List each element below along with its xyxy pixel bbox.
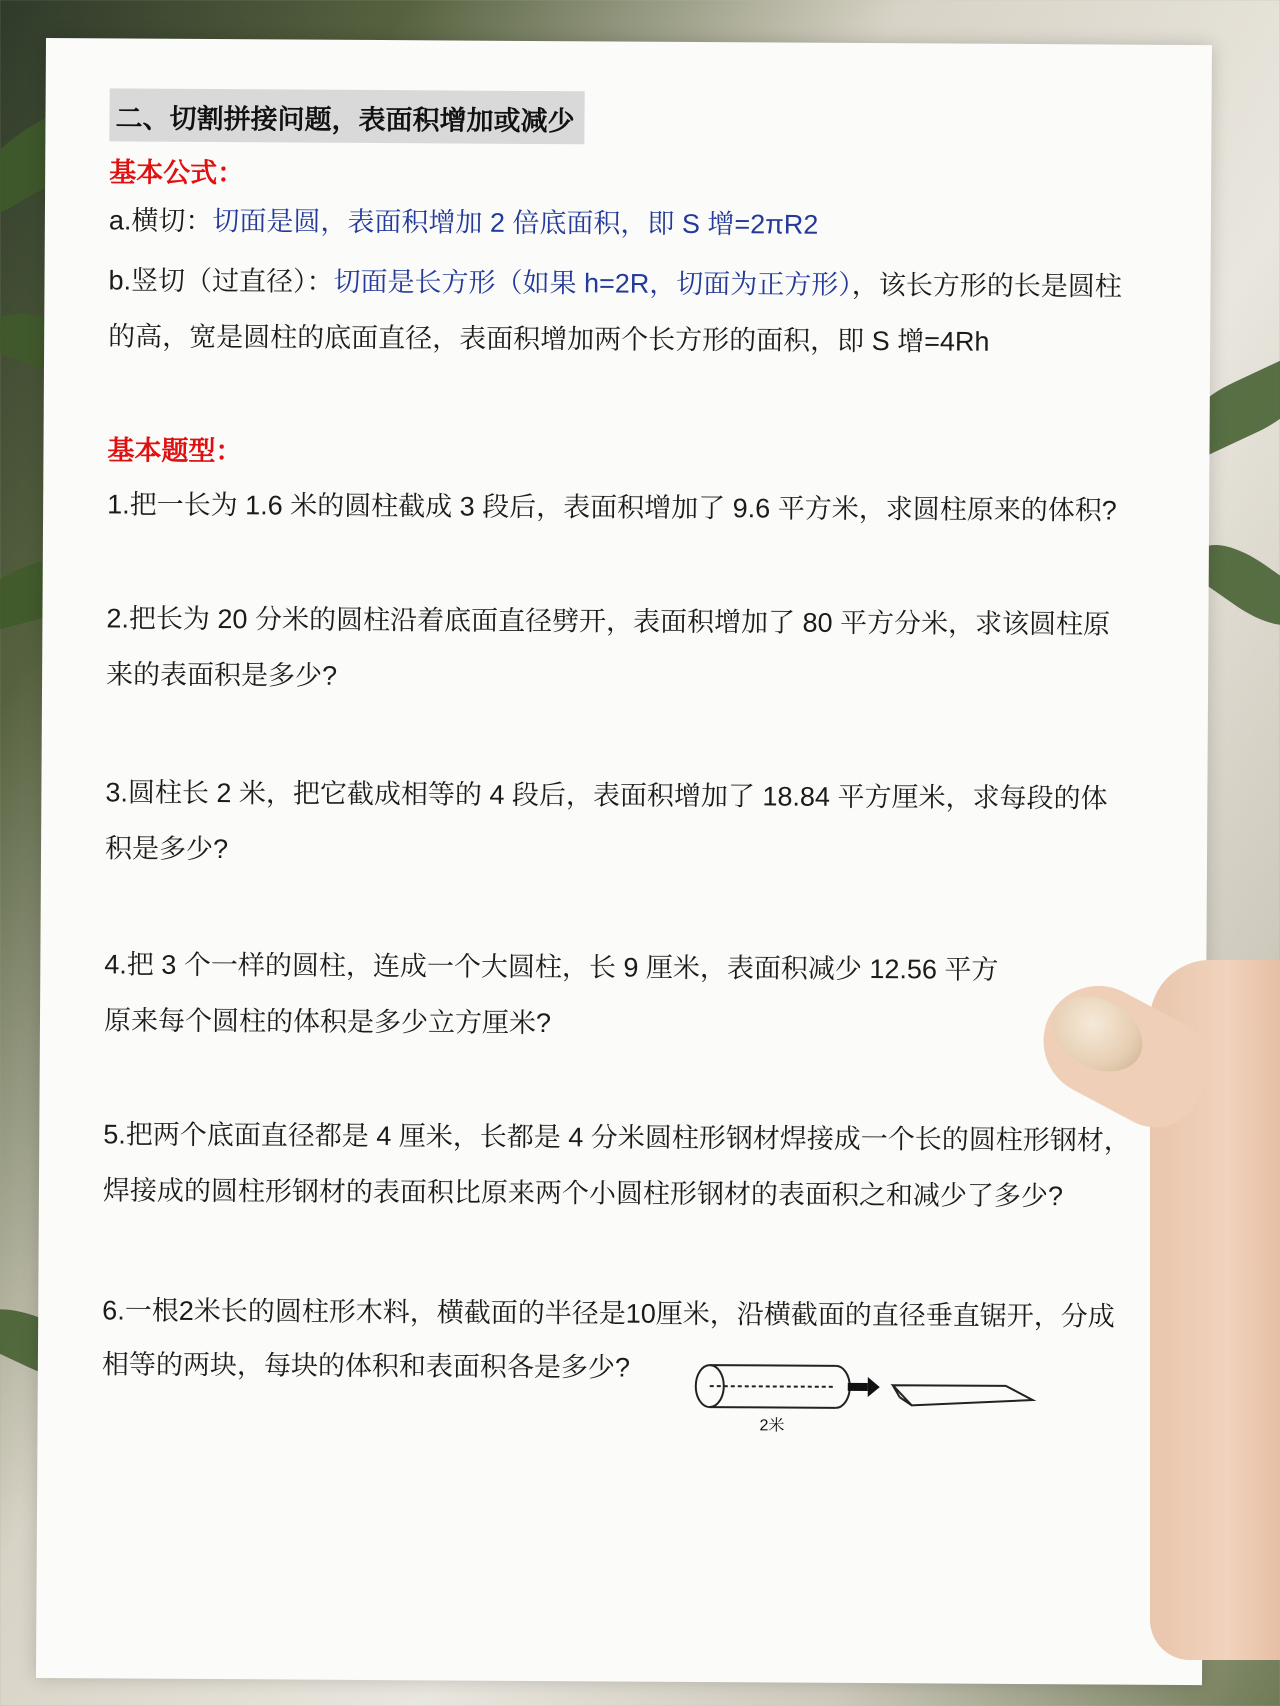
formula-b-highlight: 切面是长方形（如果 h=2R，切面为正方形） [333,266,852,300]
cylinder-figure [696,1365,850,1408]
worksheet-content [101,88,1160,1383]
arrow-icon [848,1377,880,1397]
worksheet-paper [36,38,1212,1685]
types-label: 基本题型： [107,435,243,467]
problem-3-line1: 3.圆柱长 2 米，把它截成相等的 4 段后，表面积增加了 18.84 平方厘米，求每段的体 [105,777,1108,814]
problem-5-line2: 焊接成的圆柱形钢材的表面积比原来两个小圆柱形钢材的表面积之和减少了多少? [102,1175,1064,1212]
formula-a [109,200,819,244]
cylinder-cut-diagram [687,1360,1057,1442]
problem-3-line2: 积是多少? [104,833,229,865]
formula-b-line2: 的高，宽是圆柱的底面直径，表面积增加两个长方形的面积，即 S 增=4Rh [108,321,990,357]
problem-6-line1: 6.一根2米长的圆柱形木料，横截面的半径是10厘米，沿横截面的直径垂直锯开，分成 [102,1295,1115,1332]
formula-b-rest: ，该长方形的长是圆柱 [851,269,1122,302]
formula-b-prefix: b.竖切（过直径）： [108,265,334,297]
problem-2-line1: 2.把长为 20 分米的圆柱沿着底面直径劈开，表面积增加了 80 平方分米，求该圆柱原 [106,603,1111,640]
diagram-length-label: 2米 [759,1417,785,1435]
problem-6-line2: 相等的两块，每块的体积和表面积各是多少? [101,1349,630,1383]
formula-b [108,260,1122,306]
problem-4-line1: 4.把 3 个一样的圆柱，连成一个大圆柱，长 9 厘米，表面积减少 12.56 平方 [104,949,999,985]
problem-4-line2: 原来每个圆柱的体积是多少立方厘米? [103,1005,552,1039]
formula-label: 基本公式： [109,157,245,189]
formula-a-body: 切面是圆，表面积增加 2 倍底面积，即 S 增=2πR2 [212,206,819,240]
problem-1: 1.把一长为 1.6 米的圆柱截成 3 段后，表面积增加了 9.6 平方米，求圆柱原来的体积? [107,489,1117,526]
half-cylinder-figure [893,1385,1033,1406]
problem-2-line2: 来的表面积是多少? [106,659,338,691]
formula-a-prefix: a.横切： [108,205,213,237]
problem-5-line1: 5.把两个底面直径都是 4 厘米，长都是 4 分米圆柱形钢材焊接成一个长的圆柱形钢材， [103,1119,1131,1156]
section-heading: 二、切割拼接问题，表面积增加或减少 [109,88,584,144]
